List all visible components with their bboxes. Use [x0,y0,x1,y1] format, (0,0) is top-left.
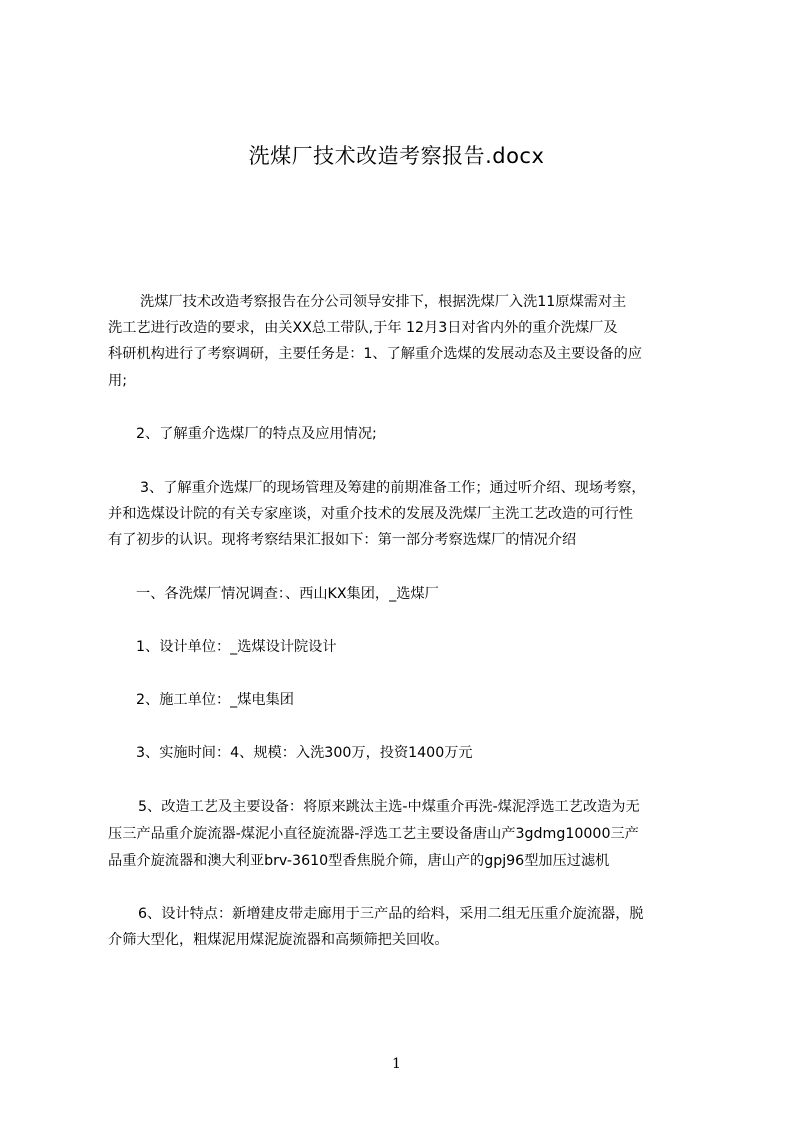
paragraph-6-line-1: 2、施工单位：_煤电集团 [136,692,294,708]
paragraph-9-line-2: 介筛大型化，粗煤泥用煤泥旋流器和高频筛把关回收。 [108,932,449,948]
paragraph-8-line-3: 品重介旋流器和澳大利亚brv-3610型香焦脱介筛，唐山产的gpj96型加压过滤机 [108,853,610,869]
paragraph-1-line-3: 科研机构进行了考察调研，主要任务是：1、了解重介选煤的发展动态及主要设备的应 [108,346,642,362]
paragraph-3-line-1: 3、了解重介选煤厂的现场管理及筹建的前期准备工作；通过听介绍、现场考察， [140,480,646,496]
paragraph-5-line-1: 1、设计单位：_选煤设计院设计 [136,639,337,655]
paragraph-1-line-1: 洗煤厂技术改造考察报告在分公司领导安排下，根据洗煤厂入洗11原煤需对主 [140,294,627,310]
paragraph-2-line-1: 2、了解重介选煤厂的特点及应用情况; [136,426,377,442]
paragraph-7-line-1: 3、实施时间：4、规模：入洗300万，投资1400万元 [136,745,473,761]
paragraph-8-line-2: 压三产品重介旋流器-煤泥小直径旋流器-浮选工艺主要设备唐山产3gdmg10000三产 [108,826,639,842]
paragraph-8-line-1: 5、改造工艺及主要设备：将原来跳汰主选-中煤重介再洗-煤泥浮选工艺改造为无 [138,799,640,815]
paragraph-1-line-4: 用; [108,373,127,389]
page-title: 洗煤厂技术改造考察报告.docx [248,144,545,168]
paragraph-9-line-1: 6、设计特点：新增建皮带走廊用于三产品的给料，采用二组无压重介旋流器，脱 [138,906,644,922]
page-number: 1 [392,1056,401,1072]
paragraph-3-line-3: 有了初步的认识。现将考察结果汇报如下：第一部分考察选煤厂的情况介绍 [108,532,577,548]
paragraph-1-line-2: 洗工艺进行改造的要求，由关XX总工带队,于年 12月3日对省内外的重介洗煤厂及 [108,320,618,336]
paragraph-3-line-2: 并和选煤设计院的有关专家座谈，对重介技术的发展及洗煤厂主洗工艺改造的可行性 [108,506,633,522]
paragraph-4-line-1: 一、各洗煤厂情况调查：、西山KX集团，_选煤厂 [136,586,439,602]
